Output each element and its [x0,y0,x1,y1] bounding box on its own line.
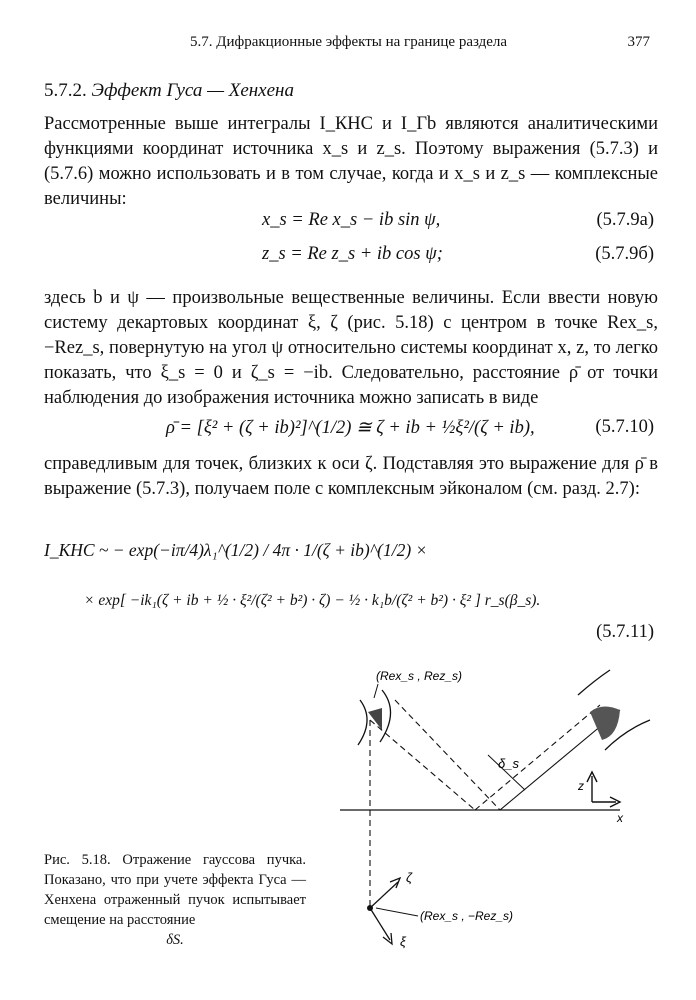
z-axis-label: z [578,779,584,793]
reflected-gaussian-profile [590,706,620,740]
equation-5-7-11-line-2: × exp[ −ik₁(ζ + ib + ½ · ξ²/(ζ² + b²) · ζ) − ½ · k₁b/(ζ² + b²) · ξ² ] r_s(β_s). [84,592,541,609]
shift-label: δ_s [498,756,519,771]
caption-delta: δS. [166,932,184,948]
reflected-wavefront-top [578,670,610,695]
paragraph-2: здесь b и ψ — произвольные вещественные величины. Если ввести новую систему декартовых координат ξ, ζ (рис. 5.18) с центром в точке Rex_s, −Rez_s, повернутую на угол ψ относительно системы координат x, z, то легко показать, что ξ_s = 0 и ζ_s = −ib. Следовательно, расстояние ρ̄ от точки наблюдения до изображения источника можно записать в виде [44,288,658,408]
zeta-axis [370,882,398,908]
xi-axis [370,908,390,940]
xi-axis-label: ξ [400,934,406,949]
equation-number-5-7-11: (5.7.11) [596,622,654,642]
source-label-leader [374,684,378,698]
equation-number-5-7-9a: (5.7.9а) [596,210,654,230]
zeta-axis-arrow [390,878,400,888]
image-label-leader [376,908,418,916]
zeta-axis-label: ζ [406,870,413,885]
source-coordinate-label: (Rex_s , Rez_s) [376,669,463,683]
caption-text: Рис. 5.18. Отражение гауссова пучка. Показано, что при учете эффекта Гуса — Хенхена отраженный пучок испытывает смещение на расстояние [44,852,306,928]
incident-beam-axis [370,720,475,810]
image-coordinate-label: (Rex_s , −Rez_s) [420,909,514,923]
section-number: 5.7.2. [44,80,87,101]
source-wavefront-left [358,700,367,745]
header-title: 5.7. Дифракционные эффекты на границе раздела [190,34,508,50]
equation-5-7-9a: x_s = Re x_s − ib sin ψ, [262,210,441,230]
section-heading [44,80,294,102]
equation-number-5-7-9b: (5.7.9б) [595,244,654,264]
xi-axis-arrow [383,933,392,944]
section-title: Эффект Гуса — Хенхена [91,80,294,101]
reflected-beam-geometric [475,705,600,810]
paragraph-1: Рассмотренные выше интегралы I_КНС и I_Гb являются аналитическими функциями координат источника x_s и z_s. Поэтому выражения (5.7.3) и (5.7.6) можно использовать и в том случае, когда и x_s и z_s — комплексные величины: [44,114,658,209]
equation-5-7-10: ρ̄ = [ξ² + (ζ + ib)²]^(1/2) ≅ ζ + ib + ½ξ²/(ζ + ib), [166,418,535,438]
page-number: 377 [627,34,650,50]
figure-caption [44,850,306,950]
source-gaussian-profile [368,708,382,730]
paragraph-3: справедливым для точек, близких к оси ζ. Подставляя это выражение для ρ̄ в выражение (5.7.3), получаем поле с комплексным эйконалом (см. разд. 2.7): [44,454,658,499]
equation-5-7-11-line-1: I_КНС ~ − exp(−iπ/4)λ₁^(1/2) / 4π · 1/(ζ + ib)^(1/2) × [44,540,428,560]
running-header [190,34,650,54]
x-axis-label: x [617,811,623,825]
equation-5-7-9b: z_s = Re z_s + ib cos ψ; [262,244,443,264]
equation-number-5-7-10: (5.7.10) [595,417,654,437]
figure-5-18 [320,650,660,980]
